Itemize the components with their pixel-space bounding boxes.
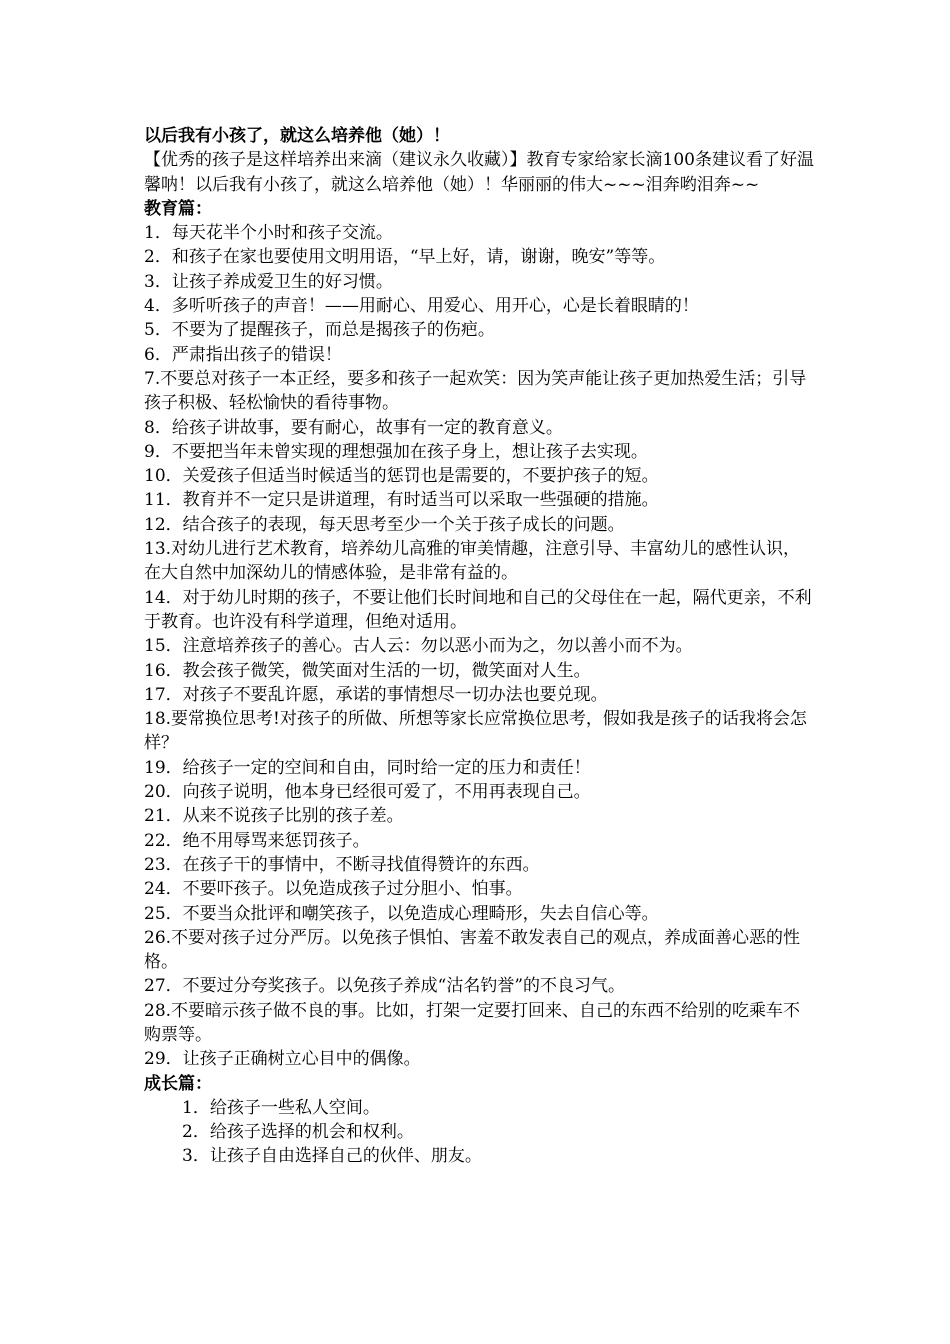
list-item: 13.对幼儿进行艺术教育，培养幼儿高雅的审美情趣，注意引导、丰富幼儿的感性认识，在大自然中加深幼儿的情感体验，是非常有益的。 xyxy=(144,539,801,584)
list-item: 23．在孩子干的事情中，不断寻找值得赞许的东西。 xyxy=(144,854,540,875)
list-item: 24．不要吓孩子。以免造成孩子过分胆小、怕事。 xyxy=(144,879,523,900)
list-item: 15．注意培养孩子的善心。古人云：勿以恶小而为之，勿以善小而不为。 xyxy=(144,636,693,657)
list-item: 5．不要为了提醒孩子，而总是揭孩子的伤疤。 xyxy=(144,320,495,341)
list-item: 26.不要对孩子过分严厉。以免孩子惧怕、害羞不敢发表自己的观点，养成面善心恶的性格。 xyxy=(144,927,801,973)
list-item: 27．不要过分夸奖孩子。以免孩子养成“沽名钓誉”的不良习气。 xyxy=(144,976,626,997)
list-item: 16．教会孩子微笑，微笑面对生活的一切，微笑面对人生。 xyxy=(144,660,591,681)
section-heading-growth: 成长篇： xyxy=(144,1073,212,1094)
document-page xyxy=(144,124,816,1169)
section-heading-education: 教育篇： xyxy=(144,198,212,219)
list-item: 29．让孩子正确树立心目中的偶像。 xyxy=(144,1049,421,1070)
list-item: 7.不要总对孩子一本正经，要多和孩子一起欢笑：因为笑声能让孩子更加热爱生活；引导孩子积极、轻松愉快的看待事物。 xyxy=(144,368,807,414)
list-item: 9．不要把当年未曾实现的理想强加在孩子身上，想让孩子去实现。 xyxy=(144,441,648,462)
list-item: 14．对于幼儿时期的孩子，不要让他们长时间地和自己的父母住在一起，隔代更亲，不利于教育。也许没有科学道理，但绝对适用。 xyxy=(144,587,812,632)
list-item: 10．关爱孩子但适当时候适当的惩罚也是需要的，不要护孩子的短。 xyxy=(144,466,659,487)
list-item: 21．从来不说孩子比别的孩子差。 xyxy=(144,806,404,827)
list-item: 1．给孩子一些私人空间。 xyxy=(182,1097,380,1118)
education-list xyxy=(144,221,816,1071)
list-item: 11．教育并不一定只是讲道理，有时适当可以采取一些强硬的措施。 xyxy=(144,490,659,511)
list-item: 3．让孩子养成爱卫生的好习惯。 xyxy=(144,271,393,292)
list-item: 2．和孩子在家也要使用文明用语，“早上好，请，谢谢，晚安”等等。 xyxy=(144,247,666,268)
growth-list xyxy=(144,1096,816,1169)
list-item: 6．严肃指出孩子的错误！ xyxy=(144,344,342,365)
list-item: 2．给孩子选择的机会和权利。 xyxy=(182,1122,414,1143)
list-item: 4．多听听孩子的声音！——用耐心、用爱心、用开心，心是长着眼睛的！ xyxy=(144,296,699,317)
list-item: 28.不要暗示孩子做不良的事。比如，打架一定要打回来、自己的东西不给别的吃乘车不购票等。 xyxy=(144,1000,801,1045)
list-item: 20．向孩子说明，他本身已经很可爱了，不用再表现自己。 xyxy=(144,782,591,803)
list-item: 18.要常换位思考!对孩子的所做、所想等家长应常换位思考，假如我是孩子的话我将会怎样？ xyxy=(144,709,807,754)
list-item: 25．不要当众批评和嘲笑孩子，以免造成心理畸形，失去自信心等。 xyxy=(144,903,659,924)
list-item: 3．让孩子自由选择自己的伙伴、朋友。 xyxy=(182,1146,482,1167)
list-item: 1．每天花半个小时和孩子交流。 xyxy=(144,223,393,244)
list-item: 22．绝不用辱骂来惩罚孩子。 xyxy=(144,830,370,851)
list-item: 8．给孩子讲故事，要有耐心，故事有一定的教育意义。 xyxy=(144,417,563,438)
document-title: 以后我有小孩了，就这么培养他（她）！ xyxy=(144,126,450,146)
intro-paragraph: 【优秀的孩子是这样培养出来滴（建议永久收藏）】教育专家给家长滴100条建议看了好温馨呐！以后我有小孩了，就这么培养他（她）！华丽丽的伟大~~~泪奔哟泪奔~~ xyxy=(144,150,814,195)
list-item: 19．给孩子一定的空间和自由，同时给一定的压力和责任！ xyxy=(144,757,591,778)
list-item: 12．结合孩子的表现，每天思考至少一个关于孩子成长的问题。 xyxy=(144,514,625,535)
list-item: 17．对孩子不要乱许愿，承诺的事情想尽一切办法也要兑现。 xyxy=(144,684,608,705)
